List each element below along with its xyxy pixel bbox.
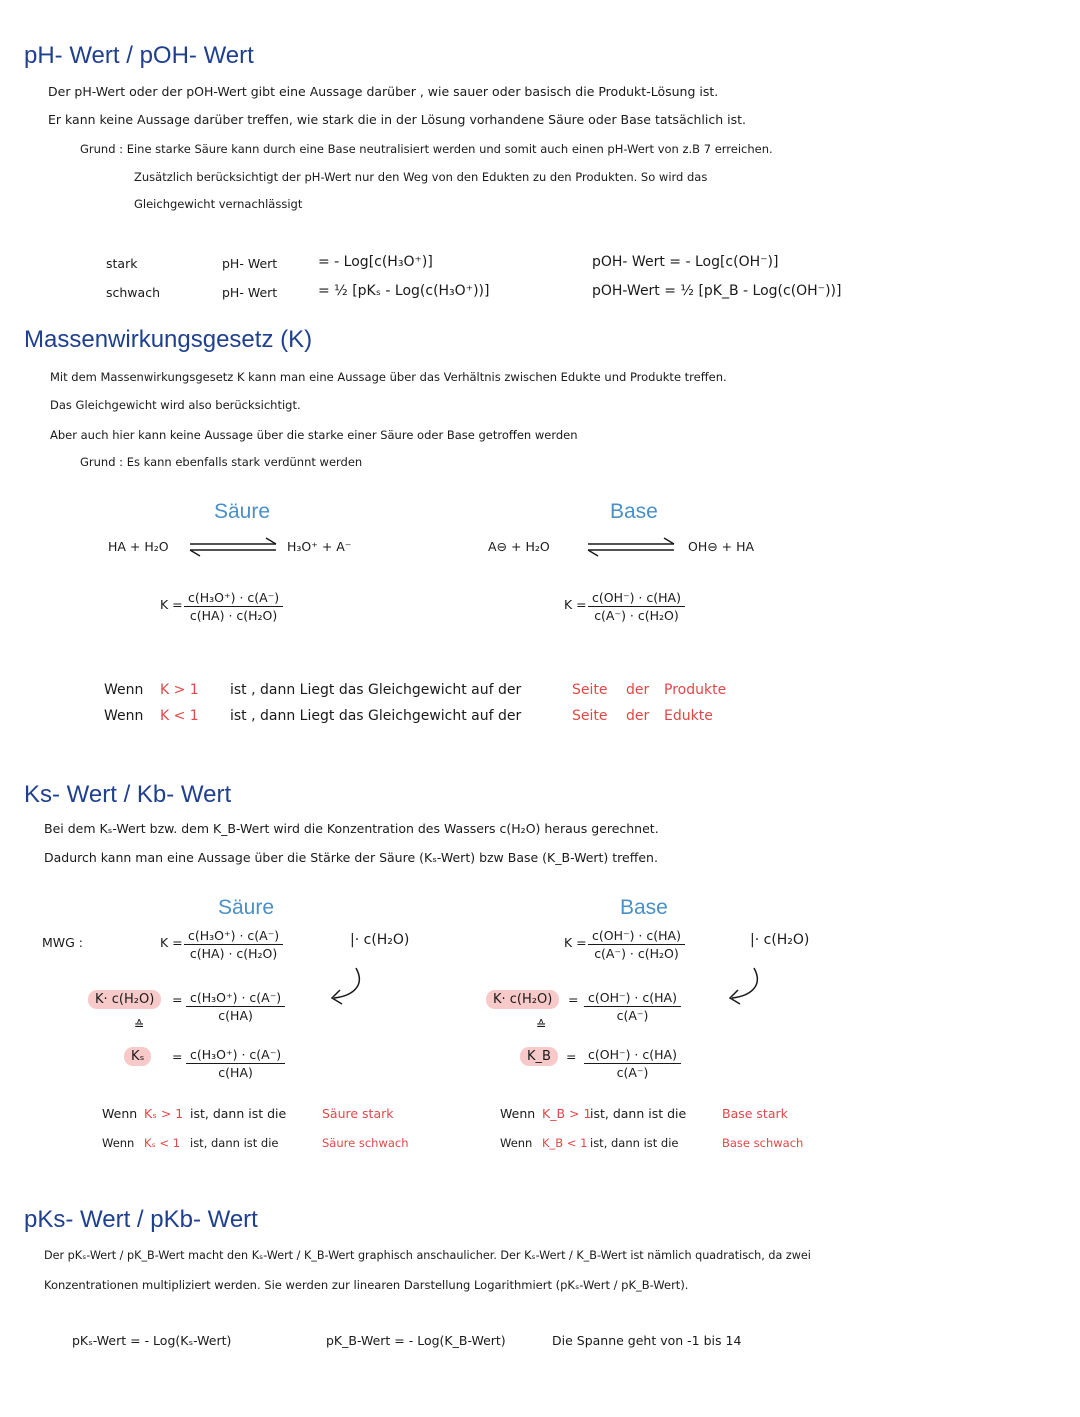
- k-times-water-pill: K· c(H₂O): [486, 990, 559, 1009]
- k-eq: K =: [160, 597, 183, 612]
- rule-text: ist , dann Liegt das Gleichgewicht auf der: [230, 708, 522, 724]
- text-line: Das Gleichgewicht wird also berücksichtigt.: [50, 398, 301, 412]
- kb-fraction: [584, 1047, 681, 1080]
- ks-less-one: Kₛ < 1: [144, 1136, 181, 1150]
- base-label: Base: [620, 896, 668, 919]
- numerator: c(H₃O⁺) · c(A⁻): [184, 590, 283, 607]
- kb-less-one: K_B < 1: [542, 1136, 588, 1150]
- der: der: [626, 708, 650, 724]
- acid-reactants: HA + H₂O: [108, 539, 169, 554]
- numerator: c(OH⁻) · c(HA): [588, 928, 685, 945]
- text-line: Der pKₛ-Wert / pK_B-Wert macht den Kₛ-Wert / K_B-Wert graphisch anschaulicher. Der Kₛ-Wert / K_B-Wert ist nämlich quadratisch, da zwei: [44, 1249, 811, 1262]
- k-eq: K =: [564, 597, 587, 612]
- text-line: Bei dem Kₛ-Wert bzw. dem K_B-Wert wird die Konzentration des Wassers c(H₂O) heraus gerechnet.: [44, 821, 659, 836]
- rule-text: ist, dann ist die: [190, 1136, 279, 1150]
- produkte: Produkte: [664, 682, 727, 698]
- base-fraction-reduced: [584, 990, 681, 1023]
- denominator: c(A⁻) · c(H₂O): [594, 946, 679, 961]
- rule-text: ist, dann ist die: [190, 1106, 287, 1121]
- denominator: c(HA) · c(H₂O): [189, 946, 278, 961]
- text-line: Zusätzlich berücksichtigt der pH-Wert nur den Weg von den Edukten zu den Produkten. So wird das: [134, 170, 708, 184]
- denominator: c(A⁻): [616, 1065, 649, 1080]
- acid-label: Säure: [218, 896, 275, 919]
- kb-greater-one: K_B > 1: [542, 1106, 592, 1121]
- denominator: c(HA): [218, 1065, 253, 1080]
- denominator: c(A⁻) · c(H₂O): [594, 608, 679, 623]
- k-greater-one: K > 1: [160, 682, 199, 698]
- ks-pill: Kₛ: [124, 1047, 151, 1066]
- rule-text: ist, dann ist die: [590, 1106, 687, 1121]
- base-label: Base: [610, 500, 658, 523]
- rule-text: ist , dann Liegt das Gleichgewicht auf der: [230, 682, 522, 698]
- denominator: c(A⁻): [616, 1008, 649, 1023]
- text-line: Gleichgewicht vernachlässigt: [134, 197, 303, 211]
- text-line: Er kann keine Aussage darüber treffen, wie stark die in der Lösung vorhandene Säure oder Base tatsächlich ist.: [48, 112, 746, 127]
- edukte: Edukte: [664, 708, 713, 724]
- equals: =: [566, 1049, 577, 1064]
- pks-formula: pKₛ-Wert = - Log(Kₛ-Wert): [72, 1333, 232, 1348]
- corresponds-sign: ≙: [134, 1017, 145, 1032]
- text-line: Dadurch kann man eine Aussage über die Stärke der Säure (Kₛ-Wert) bzw Base (K_B-Wert) treffen.: [44, 850, 658, 865]
- base-products: OH⊖ + HA: [688, 539, 755, 554]
- base-reactants: A⊖ + H₂O: [488, 539, 550, 554]
- wenn: Wenn: [500, 1136, 533, 1150]
- ks-greater-one: Kₛ > 1: [144, 1106, 184, 1121]
- acid-fraction-reduced: [186, 990, 285, 1023]
- equals: =: [172, 1049, 183, 1064]
- seite: Seite: [572, 682, 608, 698]
- section-title-ks: Ks- Wert / Kb- Wert: [24, 781, 232, 808]
- base-weak: Base schwach: [722, 1136, 804, 1150]
- corresponds-sign: ≙: [536, 1017, 547, 1032]
- section-title-ph: pH- Wert / pOH- Wert: [24, 42, 254, 69]
- rule-text: ist, dann ist die: [590, 1136, 679, 1150]
- acid-k-fraction: [184, 928, 283, 961]
- ph-label: pH- Wert: [222, 256, 278, 271]
- equals: =: [172, 992, 183, 1007]
- section-title-pks: pKs- Wert / pKb- Wert: [24, 1206, 258, 1233]
- poh-formula-strong: pOH- Wert = - Log[c(OH⁻)]: [592, 254, 779, 270]
- wenn: Wenn: [104, 682, 144, 698]
- base-strong: Base stark: [722, 1106, 788, 1121]
- k-times-water-pill: K· c(H₂O): [88, 990, 161, 1009]
- text-line: Der pH-Wert oder der pOH-Wert gibt eine Aussage darüber , wie sauer oder basisch die Produkt-Lösung ist.: [48, 84, 719, 99]
- ks-fraction: [186, 1047, 285, 1080]
- text-line: Mit dem Massenwirkungsgesetz K kann man eine Aussage über das Verhältnis zwischen Edukte und Produkte treffen.: [50, 370, 727, 384]
- acid-weak: Säure schwach: [322, 1136, 409, 1150]
- multiply-water: |· c(H₂O): [350, 932, 410, 948]
- numerator: c(H₃O⁺) · c(A⁻): [186, 990, 285, 1007]
- wenn: Wenn: [104, 708, 144, 724]
- denominator: c(HA): [218, 1008, 253, 1023]
- text-line: Grund : Eine starke Säure kann durch eine Base neutralisiert werden und somit auch einen pH-Wert von z.B 7 erreichen.: [80, 142, 773, 156]
- mwg-label: MWG :: [42, 935, 84, 950]
- numerator: c(OH⁻) · c(HA): [584, 990, 681, 1007]
- label-schwach: schwach: [106, 285, 160, 300]
- numerator: c(H₃O⁺) · c(A⁻): [184, 928, 283, 945]
- acid-k-fraction: [184, 590, 283, 623]
- equals: =: [568, 992, 579, 1007]
- numerator: c(OH⁻) · c(HA): [584, 1047, 681, 1064]
- ph-formula-weak: = ½ [pKₛ - Log(c(H₃O⁺))]: [318, 283, 490, 299]
- text-line: Aber auch hier kann keine Aussage über die starke einer Säure oder Base getroffen werden: [50, 428, 578, 442]
- denominator: c(HA) · c(H₂O): [189, 608, 278, 623]
- numerator: c(OH⁻) · c(HA): [588, 590, 685, 607]
- kb-pill: K_B: [520, 1047, 558, 1066]
- section-title-mwg: Massenwirkungsgesetz (K): [24, 326, 313, 353]
- wenn: Wenn: [102, 1106, 138, 1121]
- der: der: [626, 682, 650, 698]
- multiply-water: |· c(H₂O): [750, 932, 810, 948]
- text-line: Grund : Es kann ebenfalls stark verdünnt werden: [80, 455, 363, 469]
- seite: Seite: [572, 708, 608, 724]
- k-less-one: K < 1: [160, 708, 199, 724]
- k-eq: K =: [160, 935, 183, 950]
- k-eq: K =: [564, 935, 587, 950]
- acid-label: Säure: [214, 500, 271, 523]
- poh-formula-weak: pOH-Wert = ½ [pK_B - Log(c(OH⁻))]: [592, 283, 842, 299]
- label-stark: stark: [106, 256, 138, 271]
- numerator: c(H₃O⁺) · c(A⁻): [186, 1047, 285, 1064]
- wenn: Wenn: [500, 1106, 536, 1121]
- wenn: Wenn: [102, 1136, 135, 1150]
- spanne-text: Die Spanne geht von -1 bis 14: [552, 1333, 742, 1348]
- ph-formula-strong: = - Log[c(H₃O⁺)]: [318, 254, 433, 270]
- base-k-fraction: [588, 590, 685, 623]
- acid-strong: Säure stark: [322, 1106, 394, 1121]
- ph-label: pH- Wert: [222, 285, 278, 300]
- text-line: Konzentrationen multipliziert werden. Sie werden zur linearen Darstellung Logarithmiert (pKₛ-Wert / pK_B-Wert).: [44, 1278, 689, 1292]
- acid-products: H₃O⁺ + A⁻: [287, 539, 352, 554]
- base-k-fraction: [588, 928, 685, 961]
- pkb-formula: pK_B-Wert = - Log(K_B-Wert): [326, 1333, 506, 1348]
